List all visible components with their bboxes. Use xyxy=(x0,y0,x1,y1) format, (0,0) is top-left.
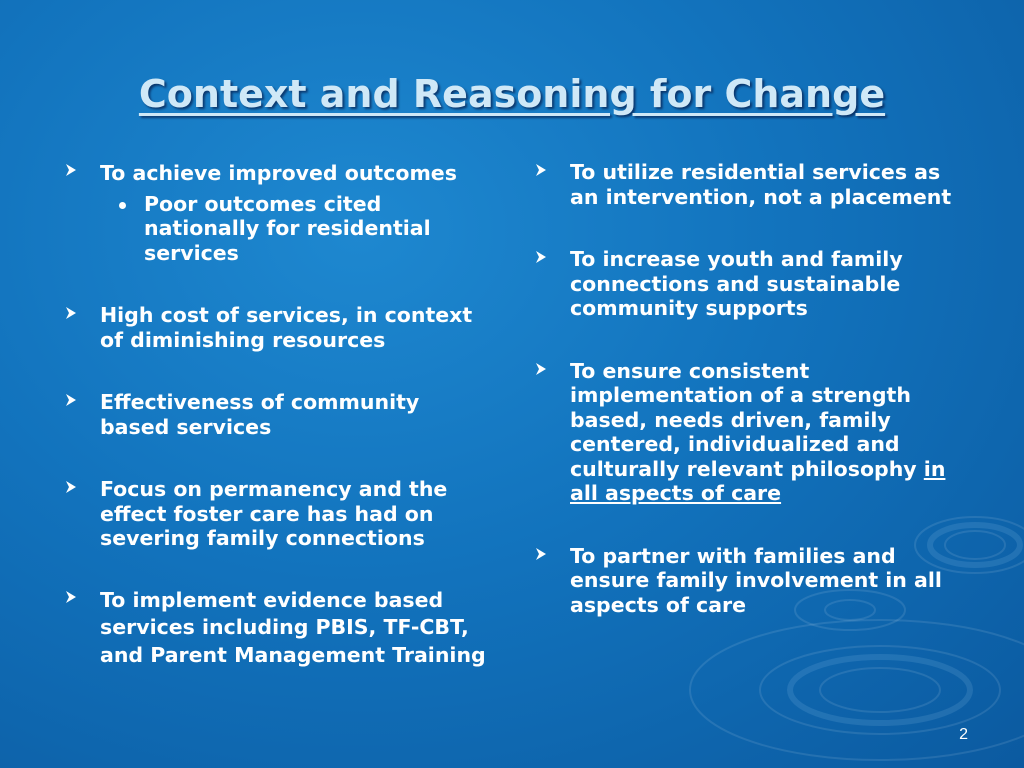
list-item xyxy=(530,247,970,321)
list-item-text: To increase youth and family connections and sustainable community supports xyxy=(570,247,903,320)
arrowhead-bullet-icon xyxy=(64,163,78,177)
list-item-text: Focus on permanency and the effect foster care has had on severing family connections xyxy=(100,477,448,550)
arrowhead-bullet-icon xyxy=(534,362,548,376)
list-item-text: To ensure consistent implementation of a strength based, needs driven, family centered, individualized and culturally relevant philosophy xyxy=(570,358,924,481)
list-item xyxy=(530,544,970,618)
slide-title: Context and Reasoning for Change xyxy=(138,72,886,116)
list-item xyxy=(60,160,492,265)
arrowhead-bullet-icon xyxy=(64,590,78,604)
list-item-text: To partner with families and ensure family involvement in all aspects of care xyxy=(570,543,942,617)
left-column xyxy=(60,160,492,669)
arrowhead-bullet-icon xyxy=(534,163,548,177)
arrowhead-bullet-icon xyxy=(64,393,78,407)
list-item xyxy=(60,587,492,670)
arrowhead-bullet-icon xyxy=(64,306,78,320)
list-item xyxy=(60,477,492,551)
right-column xyxy=(530,160,970,617)
arrowhead-bullet-icon xyxy=(64,480,78,494)
list-item xyxy=(60,390,492,439)
list-item xyxy=(60,303,492,352)
arrowhead-bullet-icon xyxy=(534,547,548,561)
list-item-text: To utilize residential services as an intervention, not a placement xyxy=(570,160,952,209)
list-item-underlined-text: in all aspects of care xyxy=(570,456,946,505)
page-number: 2 xyxy=(959,726,968,743)
list-item-text: Effectiveness of community based services xyxy=(100,390,420,439)
list-item xyxy=(530,359,970,506)
list-item-text: To achieve improved outcomes xyxy=(100,161,457,185)
list-item-text: To implement evidence based services including PBIS, TF-CBT, and Parent Management Training xyxy=(100,587,486,667)
dot-bullet-icon xyxy=(119,202,126,209)
list-item-text: High cost of services, in context of diminishing resources xyxy=(100,303,473,352)
sub-list-item-text: Poor outcomes cited nationally for residential services xyxy=(144,191,431,265)
sub-list-item xyxy=(100,192,492,266)
arrowhead-bullet-icon xyxy=(534,250,548,264)
list-item xyxy=(530,160,970,209)
